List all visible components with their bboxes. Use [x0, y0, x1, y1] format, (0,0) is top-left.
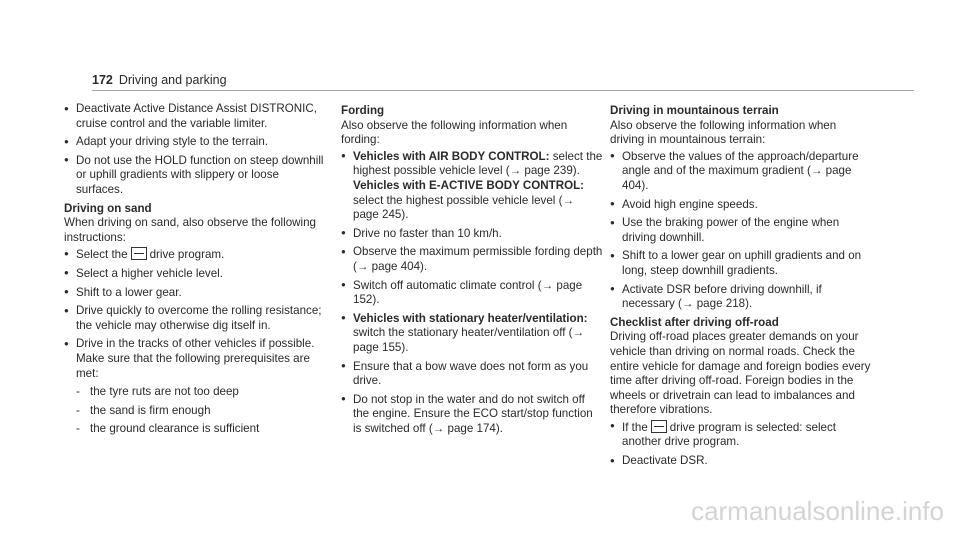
list-item: ● Do not use the HOLD function on steep downhill or uphill gradients with slippery or loose surfaces. [64, 154, 326, 198]
list-item: ● Avoid high engine speeds. [610, 198, 872, 213]
section-heading-mountain: Driving in mountainous terrain [610, 104, 779, 117]
if-text-pre: If the [622, 420, 648, 434]
sub-list-item: - the ground clearance is sufficient [64, 422, 326, 437]
list-item: ● Do not stop in the water and do not switch off the engine. Ensure the ECO start/stop function is switched off (→ page 174). [341, 393, 603, 437]
e-active-label: Vehicles with E-ACTIVE BODY CONTROL: [353, 178, 585, 192]
page-number: 172 [92, 73, 113, 87]
paragraph-mountain: Also observe the following information when driving in mountainous terrain: [610, 118, 837, 147]
select-text-pre: Select the [76, 248, 128, 262]
section-title: Driving and parking [118, 73, 227, 87]
column-left [64, 102, 326, 441]
list-item-air-body [341, 150, 603, 223]
column-middle [341, 102, 603, 440]
page-header [92, 73, 227, 87]
list-item: ● Drive no faster than 10 km/h. [341, 227, 603, 242]
sub-list-item: - the tyre ruts are not too deep [64, 385, 326, 400]
air-body-label: Vehicles with AIR BODY CONTROL: [353, 149, 550, 163]
list-item: ● Deactivate DSR. [610, 454, 872, 469]
sand-drive-program-icon [131, 247, 147, 260]
sand-drive-program-icon [651, 420, 667, 433]
paragraph-fording: Also observe the following information when fording: [341, 118, 568, 147]
list-item: ● Ensure that a bow wave does not form as you drive. [341, 360, 603, 389]
heater-label: Vehicles with stationary heater/ventilation: [353, 311, 588, 325]
paragraph-checklist: Driving off-road places greater demands on your vehicle than driving on normal roads. Check the entire vehicle for damage and foreign bodies every time after driving off-road. Foreign bodies in the wheels or drivetrain can lead to imbalances and therefore vibrations. [610, 330, 871, 417]
e-active-text: select the highest possible vehicle level (→ page 245). [353, 193, 575, 222]
list-item: ● Shift to a lower gear. [64, 286, 326, 301]
sub-list-item: - the sand is firm enough [64, 404, 326, 419]
list-item-drive-program [610, 420, 872, 450]
list-item: ● Observe the maximum permissible fording depth (→ page 404). [341, 245, 603, 274]
list-item: ● Select a higher vehicle level. [64, 267, 326, 282]
paragraph-sand: When driving on sand, also observe the following instructions: [64, 216, 316, 244]
select-text-post: drive program. [149, 248, 225, 262]
air-body-text: select the highest possible vehicle level (→ page 239). [353, 149, 603, 178]
watermark: carmanualsonline.info [691, 496, 944, 526]
section-heading-sand: Driving on sand [64, 201, 152, 215]
list-item: ● Adapt your driving style to the terrain. [64, 135, 326, 150]
list-item-heater [341, 312, 603, 356]
list-item: ● Activate DSR before driving downhill, if necessary (→ page 218). [610, 283, 872, 312]
list-item: ● Drive quickly to overcome the rolling resistance; the vehicle may otherwise dig itself in. [64, 304, 326, 333]
if-text-post: drive program is selected: select another drive program. [622, 420, 837, 449]
list-item: ● Drive in the tracks of other vehicles if possible. Make sure that the following prerequisites are met: [64, 337, 326, 381]
section-heading-fording: Fording [341, 104, 385, 117]
heater-text: switch the stationary heater/ventilation off (→ page 155). [353, 326, 585, 354]
list-item-select-program [64, 247, 326, 263]
list-item: ● Observe the values of the approach/departure angle and of the maximum gradient (→ page 404). [610, 150, 872, 194]
list-item: ● Shift to a lower gear on uphill gradients and on long, steep downhill gradients. [610, 249, 872, 278]
list-item: ● Switch off automatic climate control (→ page 152). [341, 279, 603, 308]
header-divider [92, 90, 914, 91]
column-right [610, 102, 872, 473]
list-item: ● Use the braking power of the engine when driving downhill. [610, 216, 872, 245]
section-heading-checklist: Checklist after driving off-road [610, 315, 779, 329]
list-item: ● Deactivate Active Distance Assist DISTRONIC, cruise control and the variable limiter. [64, 102, 326, 131]
